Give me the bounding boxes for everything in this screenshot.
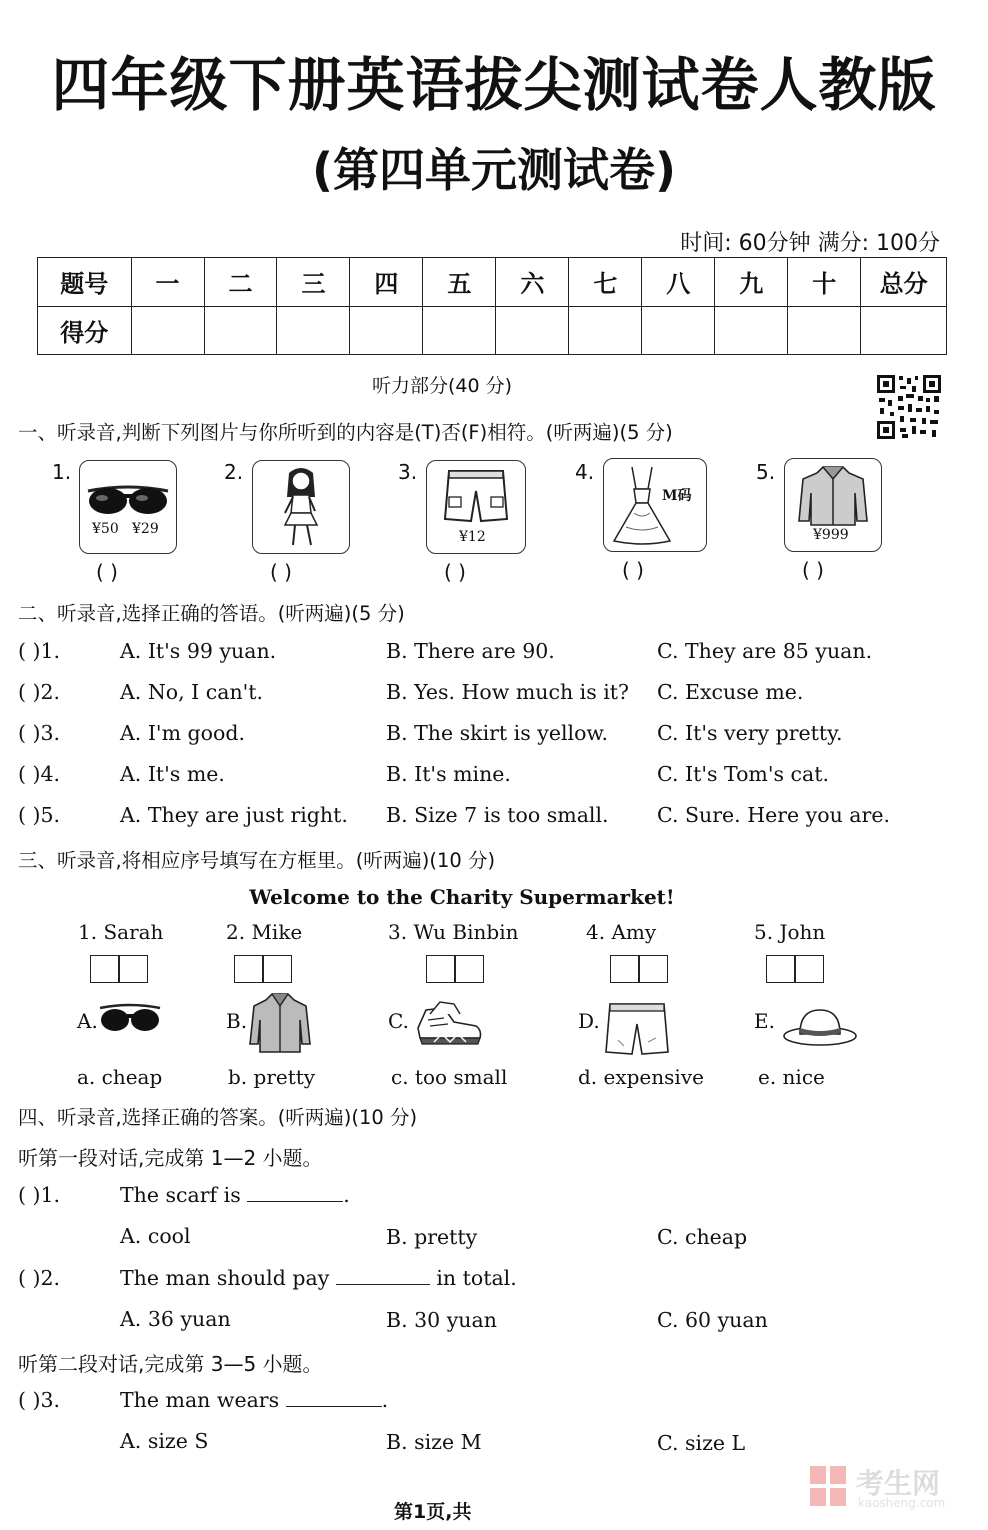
question-end: .: [381, 1388, 389, 1412]
question-prefix[interactable]: ( )2.: [18, 680, 61, 704]
adjective-option: e. nice: [758, 1065, 825, 1089]
option-b: B. It's mine.: [386, 762, 511, 786]
sub-title: (第四单元测试卷): [311, 143, 677, 197]
picture-letter: A.: [77, 1009, 98, 1033]
student-name: 3. Wu Binbin: [388, 920, 519, 944]
option-b: B. Yes. How much is it?: [386, 680, 630, 704]
score-cell[interactable]: [569, 306, 642, 355]
item-number: 5.: [756, 460, 776, 484]
qr-code-icon: [876, 374, 942, 440]
price-label: ¥50: [92, 521, 119, 537]
option-c: C. It's Tom's cat.: [657, 762, 829, 786]
student-name: 2. Mike: [226, 920, 303, 944]
question-prefix[interactable]: ( )4.: [18, 762, 61, 786]
section2-heading: 二、听录音,选择正确的答语。(听两遍)(5 分): [18, 602, 405, 625]
score-cell[interactable]: [715, 306, 788, 355]
student-name: 4. Amy: [586, 920, 657, 944]
option-c: C. cheap: [657, 1225, 748, 1249]
question-stem: The man should pay: [120, 1266, 330, 1290]
item-number: 2.: [224, 460, 244, 484]
charity-banner: Welcome to the Charity Supermarket!: [249, 885, 675, 909]
score-table: [37, 257, 947, 355]
answer-paren[interactable]: ( ): [444, 560, 466, 584]
watermark-logo-icon: [808, 1462, 850, 1508]
option-a: A. I'm good.: [120, 721, 245, 745]
question-prefix[interactable]: ( )1.: [18, 639, 61, 663]
time-info: 时间: 60分钟 满分: 100分: [680, 231, 940, 256]
score-header-cell: 四: [350, 258, 423, 307]
answer-box[interactable]: [426, 955, 484, 983]
option-b: B. pretty: [386, 1225, 478, 1249]
item-number: 4.: [575, 460, 595, 484]
option-a: A. size S: [120, 1429, 209, 1453]
question-end: in total.: [436, 1266, 517, 1290]
option-b: B. Size 7 is too small.: [386, 803, 609, 827]
listening-header: 听力部分(40 分): [372, 375, 513, 397]
question-prefix[interactable]: ( )3.: [18, 721, 61, 745]
price-label: ¥29: [132, 521, 159, 537]
adjective-option: b. pretty: [228, 1065, 316, 1089]
option-b: B. size M: [386, 1430, 482, 1454]
section1-heading: 一、听录音,判断下列图片与你所听到的内容是(T)否(F)相符。(听两遍)(5 分): [18, 421, 673, 444]
price-label: ¥12: [459, 529, 486, 545]
answer-blank[interactable]: [336, 1266, 430, 1285]
sunglasses-icon: [80, 461, 176, 553]
answer-box[interactable]: [234, 955, 292, 983]
score-cell[interactable]: [642, 306, 715, 355]
option-c: C. size L: [657, 1431, 746, 1455]
question-prefix[interactable]: ( )3.: [18, 1388, 61, 1412]
picture-frame: [603, 458, 707, 552]
score-header-cell: 题号: [38, 258, 132, 307]
answer-box[interactable]: [766, 955, 824, 983]
question-end: .: [343, 1183, 350, 1207]
option-b: B. There are 90.: [386, 639, 555, 663]
answer-blank[interactable]: [247, 1183, 343, 1202]
sneakers-icon: [414, 998, 486, 1056]
question-stem: The man wears: [120, 1388, 280, 1412]
picture-letter: C.: [388, 1009, 409, 1033]
score-cell[interactable]: [131, 306, 204, 355]
answer-box[interactable]: [610, 955, 668, 983]
watermark-brand: 考生网: [856, 1467, 941, 1500]
adjective-option: a. cheap: [77, 1065, 163, 1089]
adjective-option: c. too small: [391, 1065, 508, 1089]
watermark: [808, 1462, 978, 1512]
section4-heading: 四、听录音,选择正确的答案。(听两遍)(10 分): [18, 1106, 418, 1129]
question-prefix[interactable]: ( )5.: [18, 803, 61, 827]
score-header-cell: 三: [277, 258, 350, 307]
picture-frame: [252, 460, 350, 554]
section3-heading: 三、听录音,将相应序号填写在方框里。(听两遍)(10 分): [18, 849, 496, 872]
option-c: C. They are 85 yuan.: [657, 639, 873, 663]
score-cell[interactable]: [861, 306, 947, 355]
score-header-cell: 一: [131, 258, 204, 307]
answer-paren[interactable]: ( ): [802, 558, 824, 582]
score-header-cell: 二: [204, 258, 277, 307]
option-a: A. cool: [120, 1224, 191, 1248]
option-a: A. No, I can't.: [120, 680, 264, 704]
watermark-url: kaosheng.com: [858, 1496, 946, 1510]
picture-frame: [426, 460, 526, 554]
answer-box[interactable]: [90, 955, 148, 983]
score-cell[interactable]: [204, 306, 277, 355]
price-label: ¥999: [813, 527, 849, 543]
dialog2-instruction: 听第二段对话,完成第 3—5 小题。: [18, 1352, 323, 1376]
question-stem: The scarf is: [120, 1183, 241, 1207]
score-cell[interactable]: [277, 306, 350, 355]
score-cell[interactable]: [496, 306, 569, 355]
score-header-cell: 七: [569, 258, 642, 307]
option-c: C. It's very pretty.: [657, 721, 843, 745]
jacket-icon: [248, 990, 312, 1056]
question-text: [120, 1183, 350, 1207]
picture-frame: [784, 458, 882, 552]
dress-icon: [604, 459, 706, 551]
score-cell[interactable]: [350, 306, 423, 355]
option-b: B. The skirt is yellow.: [386, 721, 609, 745]
option-a: A. It's me.: [120, 762, 225, 786]
option-a: A. They are just right.: [120, 803, 348, 827]
score-header-cell: 五: [423, 258, 496, 307]
option-c: C. Excuse me.: [657, 680, 804, 704]
dialog1-instruction: 听第一段对话,完成第 1—2 小题。: [18, 1146, 323, 1170]
option-c: C. 60 yuan: [657, 1308, 768, 1332]
score-table-header-row: [38, 258, 947, 307]
sunglasses-icon: [98, 998, 162, 1038]
answer-paren[interactable]: ( ): [270, 560, 292, 584]
main-title: 四年级下册英语拔尖测试卷人教版: [51, 51, 937, 119]
girl-icon: [253, 461, 349, 553]
question-text: [120, 1388, 388, 1412]
hat-icon: [782, 1004, 858, 1048]
adjective-option: d. expensive: [578, 1065, 704, 1089]
score-cell[interactable]: [788, 306, 861, 355]
question-prefix[interactable]: ( )1.: [18, 1183, 61, 1207]
shorts-icon: [604, 1000, 670, 1060]
answer-paren[interactable]: ( ): [96, 560, 118, 584]
score-header-cell: 十: [788, 258, 861, 307]
score-table-score-row: [38, 306, 947, 355]
score-header-cell: 六: [496, 258, 569, 307]
option-b: B. 30 yuan: [386, 1308, 497, 1332]
option-a: A. It's 99 yuan.: [120, 639, 277, 663]
answer-blank[interactable]: [286, 1388, 382, 1407]
option-a: A. 36 yuan: [120, 1307, 231, 1331]
answer-paren[interactable]: ( ): [622, 558, 644, 582]
item-number: 1.: [52, 460, 72, 484]
student-name: 1. Sarah: [78, 920, 164, 944]
score-header-cell: 八: [642, 258, 715, 307]
student-name: 5. John: [754, 920, 826, 944]
picture-letter: B.: [226, 1009, 248, 1033]
score-header-cell: 总分: [861, 258, 947, 307]
picture-letter: E.: [754, 1009, 775, 1033]
score-cell[interactable]: [423, 306, 496, 355]
picture-frame: [79, 460, 177, 554]
picture-letter: D.: [578, 1009, 600, 1033]
score-header-cell: 九: [715, 258, 788, 307]
option-c: C. Sure. Here you are.: [657, 803, 890, 827]
score-row-label: 得分: [38, 306, 132, 355]
question-text: [120, 1266, 517, 1290]
size-label: M码: [662, 488, 692, 504]
page-footer: 第1页,共: [394, 1501, 472, 1523]
question-prefix[interactable]: ( )2.: [18, 1266, 61, 1290]
item-number: 3.: [398, 460, 418, 484]
